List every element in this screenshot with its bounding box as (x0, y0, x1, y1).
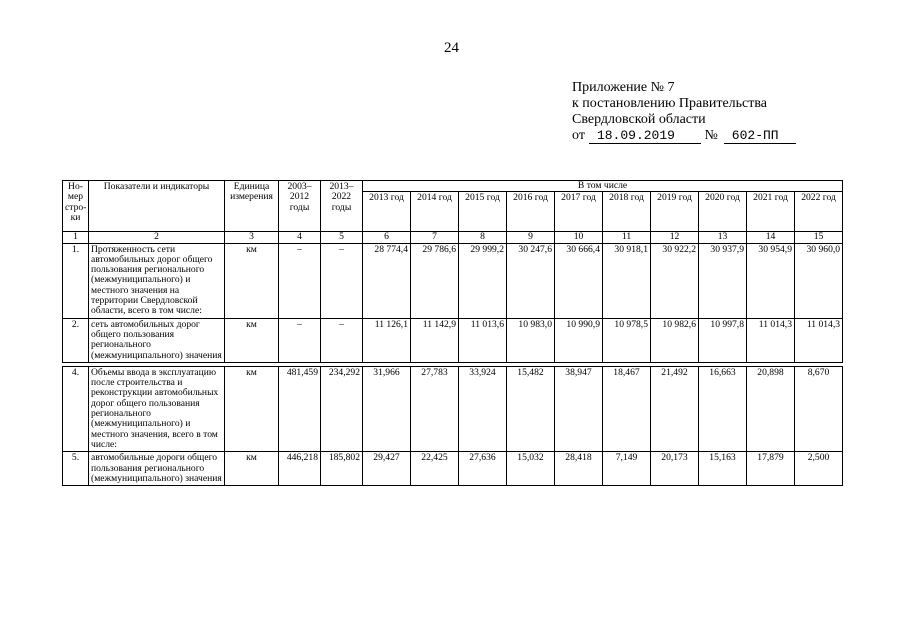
page-number: 24 (444, 40, 459, 56)
column-number: 2 (89, 232, 225, 243)
row-indicator: Объемы ввода в эксплуатацию после строительства и реконструкции автомобильных дорог общего пользования регионального (межмуниципального) и местного значения, всего в том числе: (89, 366, 225, 451)
table-row (63, 318, 843, 362)
column-number: 11 (603, 232, 651, 243)
row-value: 20,898 (747, 366, 795, 451)
row-value: 10 990,9 (555, 318, 603, 362)
row-value: 2,500 (795, 452, 843, 486)
row-indicator: Протяженность сети автомобильных дорог общего пользования регионального (межмуниципального) и местного значения на территории Свердловской области, всего в том числе: (89, 243, 225, 318)
row-value: 27,636 (459, 452, 507, 486)
row-period-1: 481,459 (279, 366, 321, 451)
header-year: 2020 год (699, 192, 747, 232)
indicators-table (62, 180, 843, 486)
header-indicators: Показатели и индикаторы (89, 181, 225, 232)
row-value: 31,966 (363, 366, 411, 451)
row-value: 29 999,2 (459, 243, 507, 318)
header-year: 2017 год (555, 192, 603, 232)
row-value: 30 918,1 (603, 243, 651, 318)
row-unit: км (225, 366, 279, 451)
header-year: 2013 год (363, 192, 411, 232)
row-unit: км (225, 318, 279, 362)
column-number: 4 (279, 232, 321, 243)
row-value: 28 774,4 (363, 243, 411, 318)
row-value: 29,427 (363, 452, 411, 486)
column-number: 1 (63, 232, 89, 243)
row-value: 11 014,3 (747, 318, 795, 362)
column-number: 13 (699, 232, 747, 243)
row-value: 10 983,0 (507, 318, 555, 362)
column-number: 9 (507, 232, 555, 243)
column-numbers-row (63, 232, 843, 243)
row-value: 10 978,5 (603, 318, 651, 362)
row-value: 11 126,1 (363, 318, 411, 362)
row-number: 1. (63, 243, 89, 318)
row-value: 28,418 (555, 452, 603, 486)
from-label: от (572, 128, 585, 143)
row-value: 27,783 (411, 366, 459, 451)
column-number: 10 (555, 232, 603, 243)
row-value: 15,163 (699, 452, 747, 486)
header-year: 2022 год (795, 192, 843, 232)
column-number: 12 (651, 232, 699, 243)
column-number: 5 (321, 232, 363, 243)
row-value: 30 922,2 (651, 243, 699, 318)
header-period-2003-2012: 2003–2012 годы (279, 181, 321, 232)
row-value: 10 997,8 (699, 318, 747, 362)
row-value: 22,425 (411, 452, 459, 486)
row-value: 18,467 (603, 366, 651, 451)
row-unit: км (225, 243, 279, 318)
row-value: 11 013,6 (459, 318, 507, 362)
header-year: 2015 год (459, 192, 507, 232)
number-label: № (704, 128, 718, 143)
row-value: 30 954,9 (747, 243, 795, 318)
appendix-region-line: Свердловской области (572, 112, 706, 127)
row-value: 21,492 (651, 366, 699, 451)
row-period-1: – (279, 318, 321, 362)
header-row-1 (63, 181, 843, 192)
row-number: 5. (63, 452, 89, 486)
row-indicator: сеть автомобильных дорог общего пользования регионального (межмуниципального) значения (89, 318, 225, 362)
row-value: 8,670 (795, 366, 843, 451)
header-year: 2016 год (507, 192, 555, 232)
row-value: 15,032 (507, 452, 555, 486)
row-value: 10 982,6 (651, 318, 699, 362)
decree-date: 18.09.2019 (589, 129, 701, 144)
table-row (63, 452, 843, 486)
row-period-1: – (279, 243, 321, 318)
column-number: 7 (411, 232, 459, 243)
row-value: 30 937,9 (699, 243, 747, 318)
row-value: 11 142,9 (411, 318, 459, 362)
header-period-2013-2022: 2013–2022 годы (321, 181, 363, 232)
row-period-2: – (321, 318, 363, 362)
row-value: 30 247,6 (507, 243, 555, 318)
row-value: 33,924 (459, 366, 507, 451)
column-number: 3 (225, 232, 279, 243)
header-year: 2019 год (651, 192, 699, 232)
row-unit: км (225, 452, 279, 486)
row-period-1: 446,218 (279, 452, 321, 486)
appendix-decree-line: к постановлению Правительства (572, 96, 768, 111)
table-row (63, 243, 843, 318)
header-year: 2014 год (411, 192, 459, 232)
table-row (63, 366, 843, 451)
row-value: 16,663 (699, 366, 747, 451)
header-year: 2021 год (747, 192, 795, 232)
row-period-2: 185,802 (321, 452, 363, 486)
row-value: 7,149 (603, 452, 651, 486)
row-value: 17,879 (747, 452, 795, 486)
column-number: 8 (459, 232, 507, 243)
row-value: 29 786,6 (411, 243, 459, 318)
row-value: 30 666,4 (555, 243, 603, 318)
column-number: 15 (795, 232, 843, 243)
header-row-num: Но-мер стро-ки (63, 181, 89, 232)
column-number: 6 (363, 232, 411, 243)
row-value: 15,482 (507, 366, 555, 451)
row-value: 11 014,3 (795, 318, 843, 362)
row-period-2: – (321, 243, 363, 318)
row-period-2: 234,292 (321, 366, 363, 451)
row-value: 30 960,0 (795, 243, 843, 318)
row-number: 2. (63, 318, 89, 362)
decree-number: 602-ПП (724, 129, 796, 144)
appendix-date-line (572, 128, 796, 144)
row-indicator: автомобильные дороги общего пользования регионального (межмуниципального) значения (89, 452, 225, 486)
header-unit: Единица измерения (225, 181, 279, 232)
column-number: 14 (747, 232, 795, 243)
header-including: В том числе (363, 181, 843, 192)
header-year: 2018 год (603, 192, 651, 232)
appendix-header (572, 80, 796, 144)
row-value: 20,173 (651, 452, 699, 486)
appendix-title: Приложение № 7 (572, 80, 675, 95)
row-number: 4. (63, 366, 89, 451)
row-value: 38,947 (555, 366, 603, 451)
